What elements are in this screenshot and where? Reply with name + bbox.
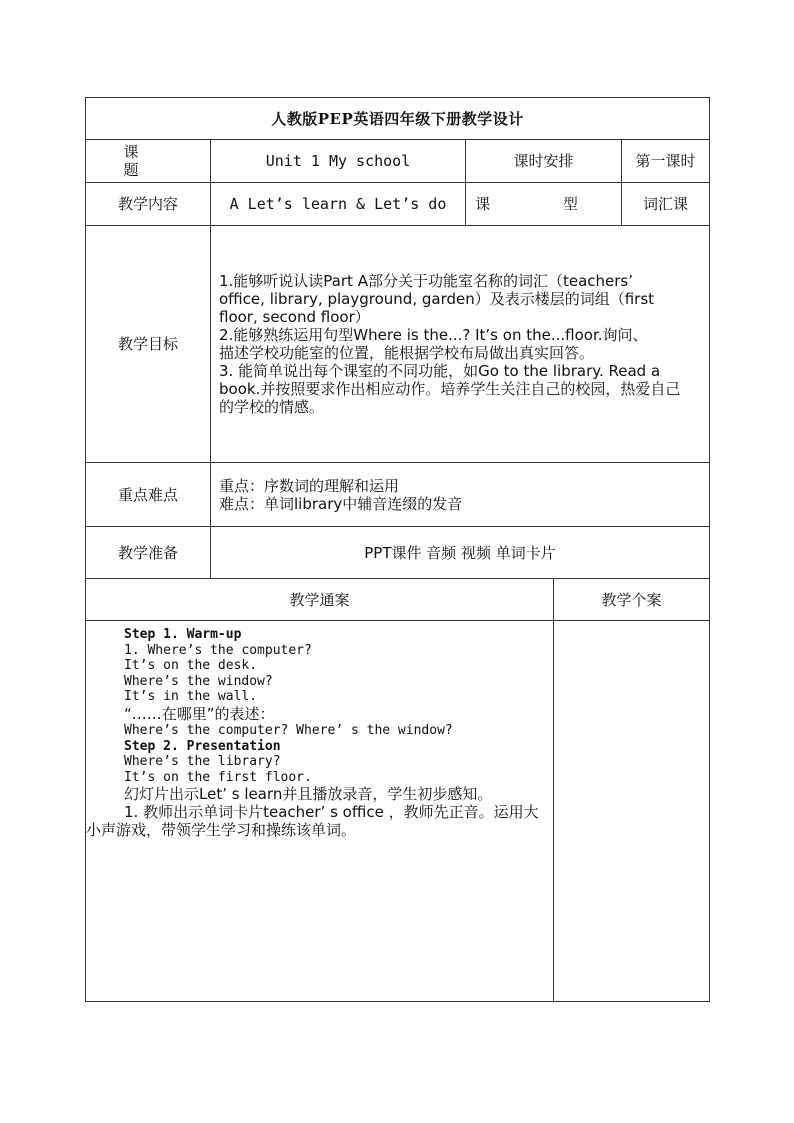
schedule-label: 课时安排 <box>466 140 622 183</box>
objective-line: office, library, playground, garden）及表示楼层的词组（first <box>219 290 655 308</box>
objective-line: book.并按照要求作出相应动作。培养学生关注自己的校园，热爱自己 <box>219 380 681 398</box>
objective-line: 3. 能简单说出每个课室的不同功能，如Go to the library. Read a <box>219 362 661 380</box>
general-plan-header: 教学通案 <box>86 579 554 621</box>
content-value: A Let’s learn & Let’s do <box>211 183 466 226</box>
individual-plan-header: 教学个案 <box>554 579 710 621</box>
topic-label: 课 题 <box>86 140 211 183</box>
plan-body-row <box>86 621 710 1002</box>
keypoints-content <box>211 463 710 527</box>
topic-row <box>86 140 710 183</box>
step2-line: 幻灯片出示Let’ s learn并且播放录音，学生初步感知。 <box>124 785 493 804</box>
key-point: 重点：序数词的理解和运用 <box>219 476 400 495</box>
general-plan-content <box>86 621 554 1002</box>
objective-line: 的学校的情感。 <box>219 398 325 416</box>
lesson-plan-table <box>85 97 710 1002</box>
preparation-label: 教学准备 <box>86 527 211 579</box>
individual-plan-content <box>554 621 710 1002</box>
content-row <box>86 183 710 226</box>
type-value: 词汇课 <box>622 183 710 226</box>
step1-line: Where’s the computer? Where’ s the window? <box>124 722 453 738</box>
plan-header-row <box>86 579 710 621</box>
objectives-label: 教学目标 <box>86 226 211 463</box>
objectives-row <box>86 226 710 463</box>
objectives-content <box>211 226 710 463</box>
step1-line: “……在哪里”的表述： <box>124 704 275 723</box>
step1-line: It’s on the desk. <box>124 658 258 674</box>
document-title: 人教版PEP英语四年级下册教学设计 <box>86 98 710 140</box>
step2-title: Step 2. Presentation <box>124 738 281 754</box>
type-label: 课 型 <box>466 183 622 226</box>
content-label: 教学内容 <box>86 183 211 226</box>
objective-line: 2.能够熟练运用句型Where is the...? It’s on the...floor.询问、 <box>219 326 648 344</box>
step2-line: Where’s the library? <box>124 754 281 770</box>
objective-line: 1.能够听说认读Part A部分关于功能室名称的词汇（teachers’ <box>219 272 633 290</box>
step2-line: It’s on the first floor. <box>124 769 312 785</box>
step1-line: It’s in the wall. <box>124 689 258 705</box>
schedule-value: 第一课时 <box>622 140 710 183</box>
objective-line: 描述学校功能室的位置，能根据学校布局做出真实回答。 <box>219 344 595 362</box>
step1-title: Step 1. Warm-up <box>124 627 242 642</box>
step1-line: 1. Where’s the computer? <box>124 642 312 658</box>
step2-paragraph: 1. 教师出示单词卡片teacher’ s office ，教师先正音。运用大小声游戏，带领学生学习和操练该单词。 <box>86 803 539 840</box>
objective-line: floor, second floor） <box>219 308 370 326</box>
keypoints-row <box>86 463 710 527</box>
topic-value: Unit 1 My school <box>211 140 466 183</box>
preparation-value: PPT课件 音频 视频 单词卡片 <box>211 527 710 579</box>
title-row <box>86 98 710 140</box>
keypoints-label: 重点难点 <box>86 463 211 527</box>
difficult-point: 难点：单词library中辅音连缀的发音 <box>219 494 463 513</box>
step1-line: Where’s the window? <box>124 673 273 689</box>
preparation-row <box>86 527 710 579</box>
